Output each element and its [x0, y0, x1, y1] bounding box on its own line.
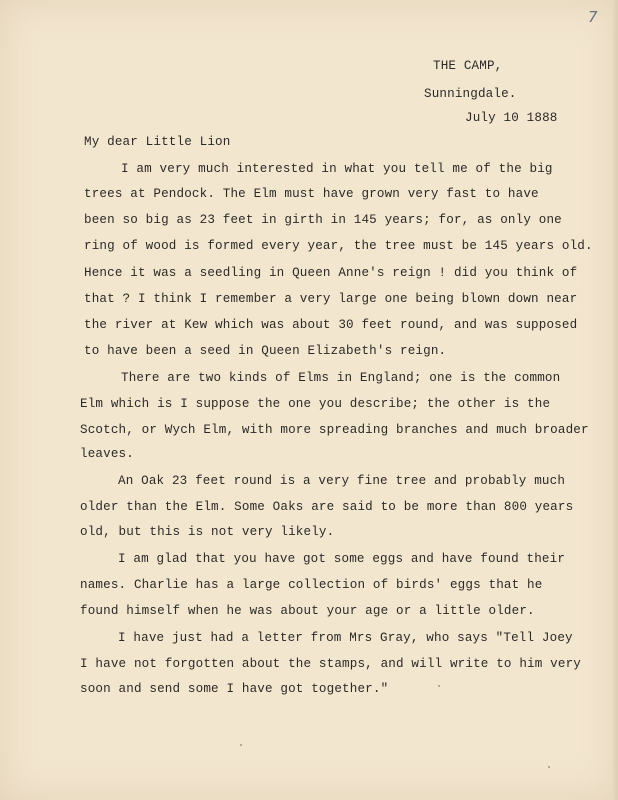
body-line: I have not forgotten about the stamps, and will write to him very — [80, 657, 581, 671]
body-line: Scotch, or Wych Elm, with more spreading branches and much broader — [80, 423, 589, 437]
address-line-2: Sunningdale. — [424, 87, 517, 101]
body-line: older than the Elm. Some Oaks are said to be more than 800 years — [80, 500, 574, 514]
body-line: ring of wood is formed every year, the tree must be 145 years old. — [84, 239, 593, 253]
body-line: found himself when he was about your age or a little older. — [80, 604, 535, 618]
body-line: trees at Pendock. The Elm must have grown very fast to have — [84, 187, 539, 201]
body-line: An Oak 23 feet round is a very fine tree and probably much — [118, 474, 566, 488]
body-line: old, but this is not very likely. — [80, 525, 335, 539]
body-line: Elm which is I suppose the one you describe; the other is the — [80, 397, 551, 411]
body-line: Hence it was a seedling in Queen Anne's reign ! did you think of — [84, 266, 578, 280]
page-number: 7 — [588, 8, 598, 26]
body-line: to have been a seed in Queen Elizabeth's reign. — [84, 344, 447, 358]
body-line: soon and send some I have got together." — [80, 682, 389, 696]
body-line: names. Charlie has a large collection of birds' eggs that he — [80, 578, 543, 592]
body-line: that ? I think I remember a very large one being blown down near — [84, 292, 578, 306]
paper-speck — [548, 766, 550, 768]
address-line-1: THE CAMP, — [433, 59, 503, 73]
page-edge — [612, 0, 618, 800]
body-line: I am very much interested in what you tell me of the big — [121, 162, 553, 176]
body-line: the river at Kew which was about 30 feet round, and was supposed — [84, 318, 578, 332]
paper-speck — [240, 744, 242, 746]
body-line: leaves. — [80, 447, 134, 461]
body-line: There are two kinds of Elms in England; one is the common — [121, 371, 561, 385]
letter-date: July 10 1888 — [465, 111, 558, 125]
body-line: I am glad that you have got some eggs and have found their — [118, 552, 566, 566]
salutation: My dear Little Lion — [84, 135, 231, 149]
body-line: I have just had a letter from Mrs Gray, who says "Tell Joey — [118, 631, 573, 645]
paper-speck — [438, 685, 440, 687]
body-line: been so big as 23 feet in girth in 145 years; for, as only one — [84, 213, 562, 227]
